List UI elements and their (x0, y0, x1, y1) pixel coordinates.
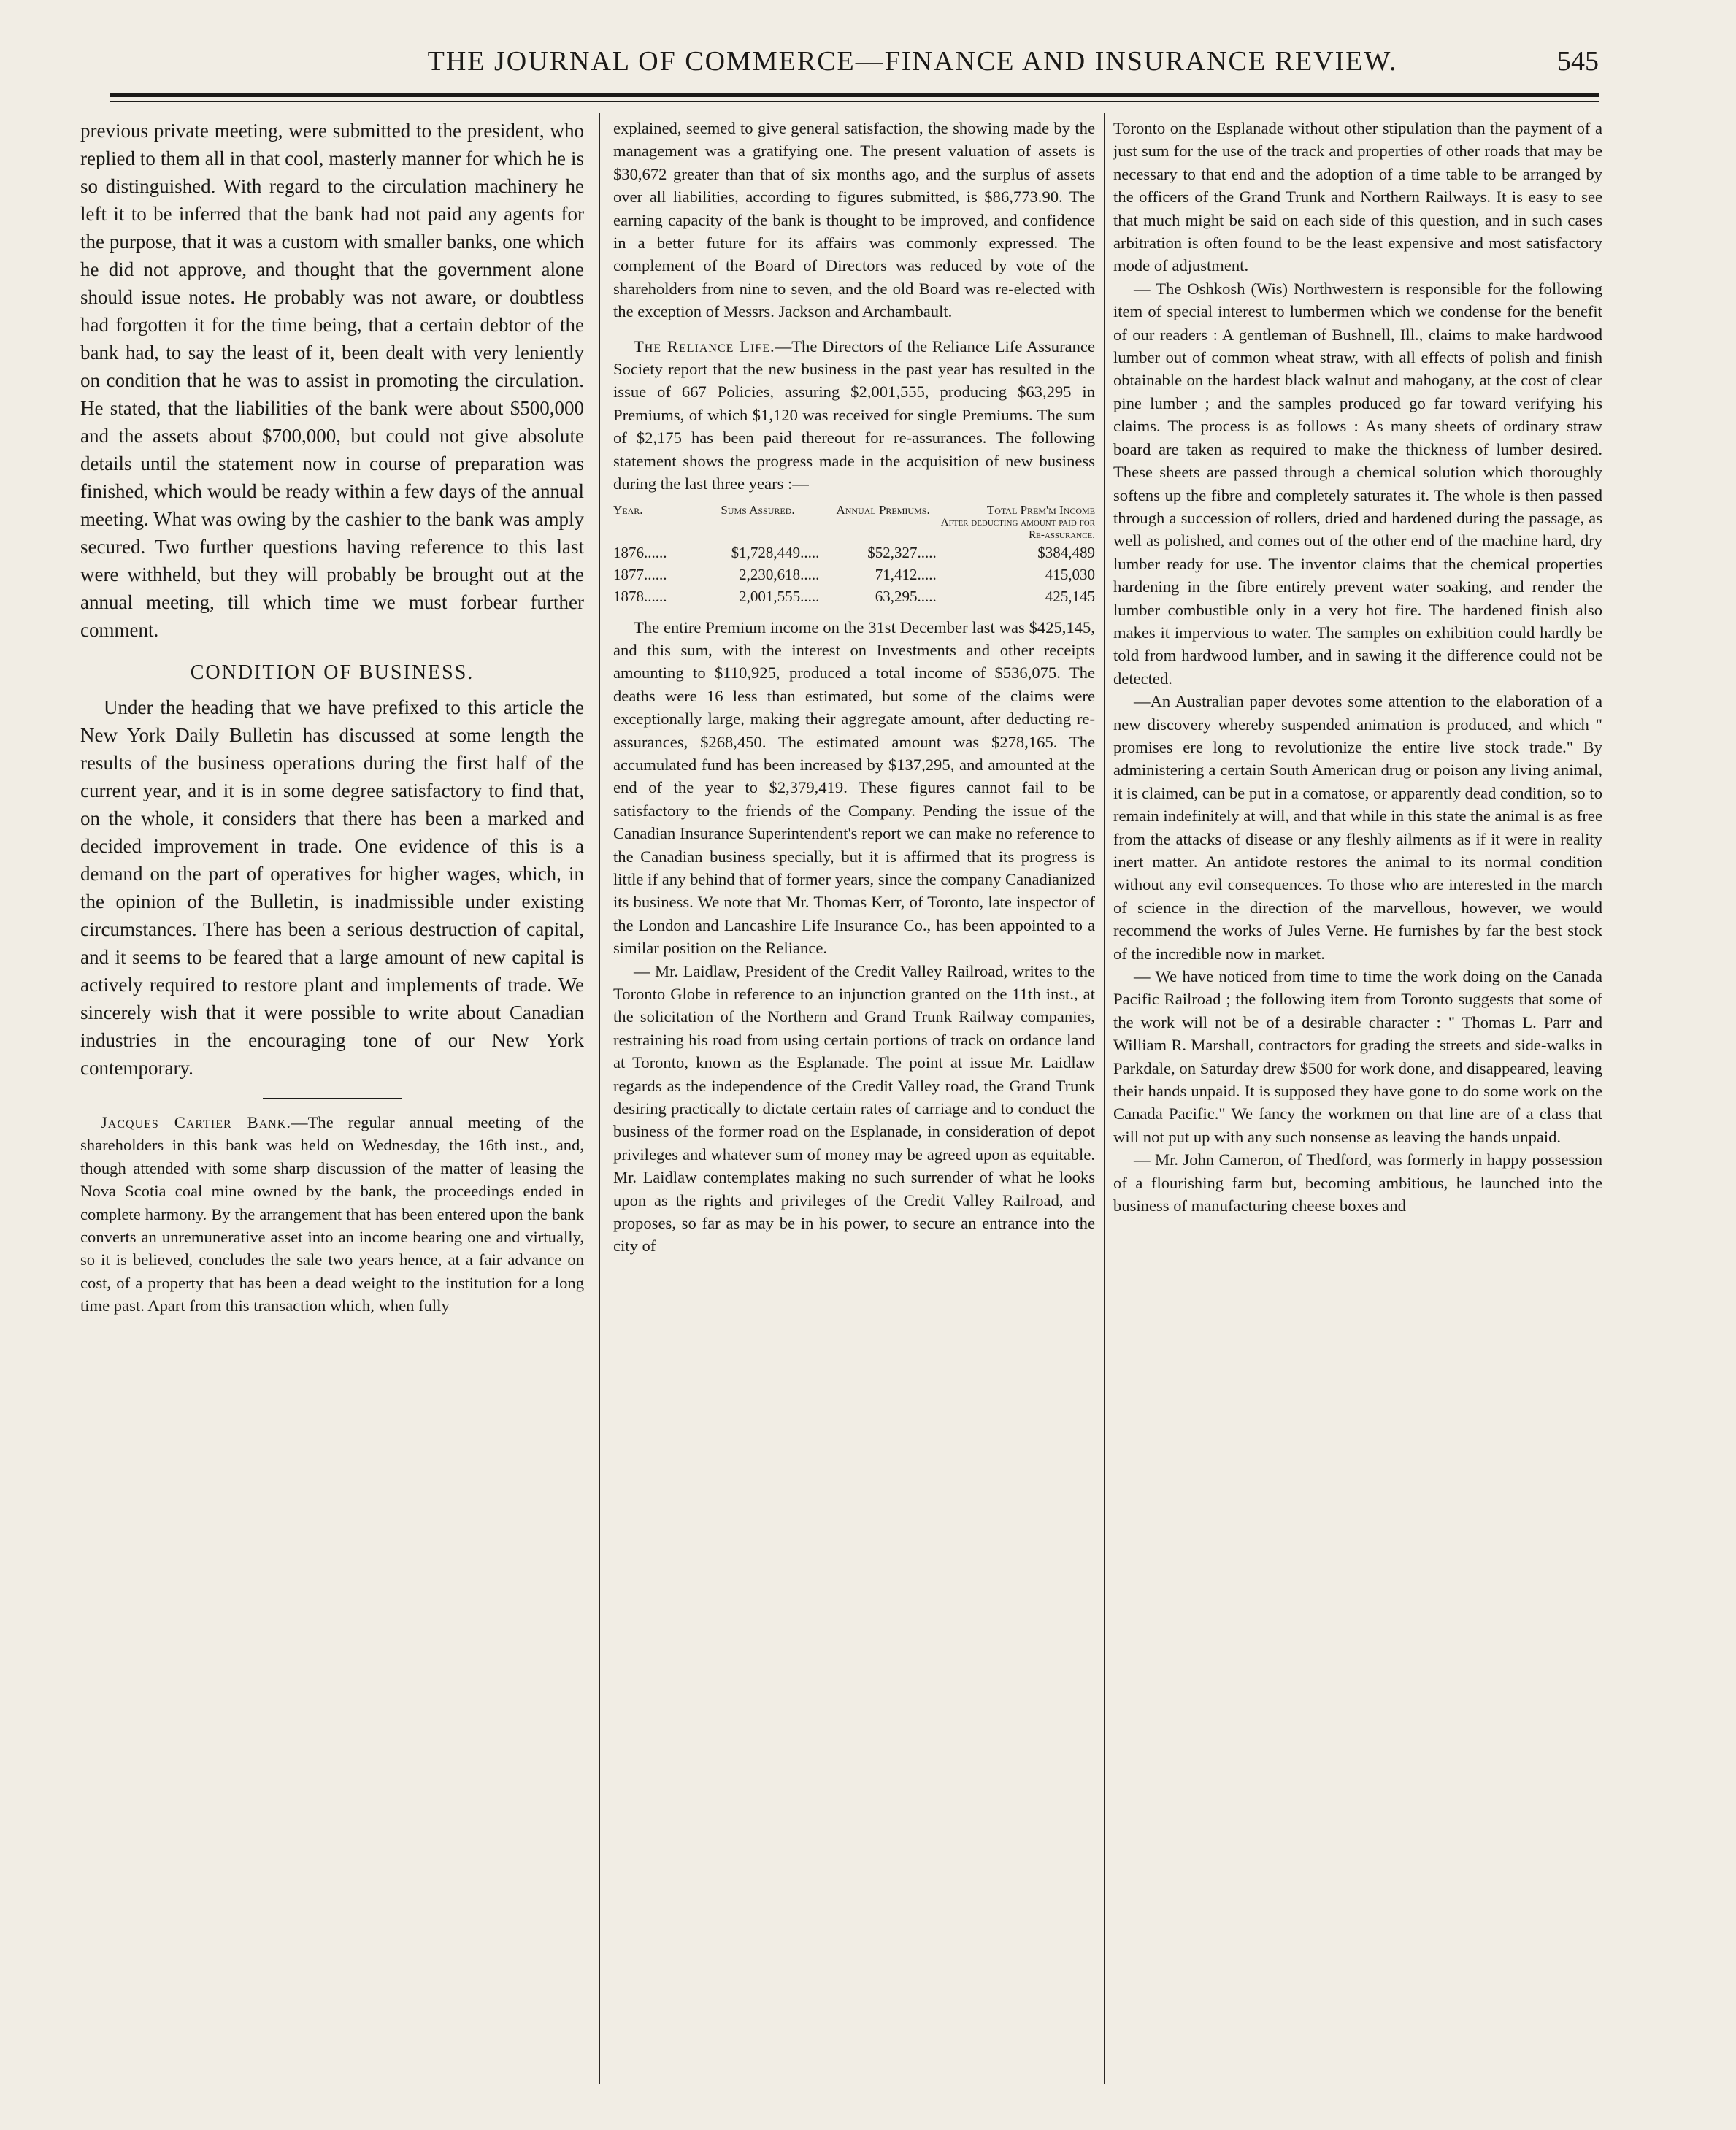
table-row (613, 542, 1095, 564)
cell-year: 1876...... (613, 543, 667, 561)
header-year: Year. (613, 502, 643, 517)
article-paragraph: The entire Premium income on the 31st December last was $425,145, and this sum, with the interest on Investments and other receipts amounting to $110,925, produced a total income of $536,075. The deaths were 16 less than estimated, but some of the claims were exceptionally large, making their aggregate amount, after deducting re-assurances, $268,450. The estimated amount was $278,165. The accumulated fund has been increased by $137,295, and amounted at the end of the year to $2,379,419. These figures cannot fail to be satisfactory to the friends of the Company. Pending the issue of the Canadian Insurance Superintendent's report we can make no reference to the Canadian business specially, but it is affirmed that its progress is little if any behind that of former years, since the company Canadianized its business. We note that Mr. Thomas Kerr, of Toronto, late inspector of the London and Lancashire Life Insurance Co., has been appointed to a similar position on the Reliance. (613, 618, 1095, 958)
article-divider (263, 1098, 402, 1099)
article-paragraph: previous private meeting, were submitted to the president, who replied to them all in that cool, masterly manner for which he is so distinguished. With regard to the circulation machinery he left it to be inferred that the bank had not paid any agents for the purpose, that it was a custom with smaller banks, one which he did not approve, and thought that the government alone should issue notes. He probably was not aware, or doubtless had forgotten it for the time being, that a certain debtor of the bank had, to say the least of it, been dealt with very leniently on condition that he was to assist in promoting the circulation. He stated, that the liabilities of the bank were about $500,000 and the assets about $700,000, but could not give absolute details until the statement now in course of preparation was finished, which would be ready within a few days of the annual meeting. What was owing by the cashier to the bank was amply secured. Two further questions having reference to this last were withheld, but they will probably be brought out at the annual meeting, till which time we must forbear further comment. (80, 120, 584, 641)
cell-sums: 2,001,555..... (739, 587, 820, 605)
section-heading: CONDITION OF BUSINESS. (190, 661, 475, 684)
table-header-row (613, 503, 1095, 542)
table-row (613, 564, 1095, 585)
cell-sums: 2,230,618..... (739, 565, 820, 583)
cell-total: 415,030 (1045, 565, 1095, 583)
header-annual-premiums: Annual Premiums. (836, 502, 930, 517)
journal-title: THE JOURNAL OF COMMERCE—FINANCE AND INSURANCE REVIEW. (427, 46, 1398, 77)
column-1 (80, 117, 584, 2088)
article-paragraph: — The Oshkosh (Wis) Northwestern is responsible for the following item of special interest to lumbermen which we condense for the benefit of our readers : A gentleman of Bushnell, Ill., claims to make hardwood lumber out of common wheat straw, with all effects of polish and finish obtainable on the hardest black walnut and mahogany, at the cost of clear pine lumber ; and the samples produced go far toward verifying his claims. The process is as follows : As many sheets of ordinary straw board are taken as required to make the thickness of lumber desired. These sheets are passed through a chemical solution which thoroughly softens up the fibre and completely saturates it. The whole is then passed through a succession of rollers, dried and hardened during the passage, as well as polished, and comes out of the other end of the machine hard, dry lumber ready for use. The inventor claims that the chemical properties hardening in the fibre entirely prevent water soaking, and render the lumber combustible only in a very hot fire. The hardened finish also makes it impervious to water. The samples on exhibition could hardly be told from hardwood lumber, and in sawing it the difference could not be detected. (1113, 279, 1602, 688)
header-total-label: Total Prem'm Income (986, 502, 1095, 517)
column-2 (613, 117, 1095, 2102)
article-paragraph: Under the heading that we have prefixed to this article the New York Daily Bulletin has discussed at some length the results of the business operations during the first half of the current year, and it is in some degree satisfactory to find that, on the whole, it considers that there has been a marked and decided improvement in trade. One evidence of this is a demand on the part of operatives for higher wages, which, in the opinion of the Bulletin, is inadmissible under existing circumstances. There has been a serious destruction of capital, and it seems to be feared that a large amount of new capital is actively required to restore plant and implements of trade. We sincerely wish that it were possible to write about Canadian industries in the encouraging tone of our New York contemporary. (80, 696, 584, 1079)
cell-premiums: 71,412..... (875, 565, 937, 583)
header-sums-assured: Sums Assured. (721, 502, 795, 517)
column-divider-1 (599, 113, 600, 2084)
insurance-progress-table (613, 503, 1095, 607)
column-divider-2 (1104, 113, 1105, 2084)
article-paragraph: —An Australian paper devotes some attention to the elaboration of a new discovery whereby suspended animation is produced, and which " promises ere long to revolutionize the entire live stock trade." By administering a certain South American drug or poison any living animal, it is claimed, can be put in a comatose, or apparently dead condition, so to remain indefinitely at will, and that while in this state the animal is as free from the attacks of disease or any fleshly ailments as if it were in reality inert matter. An antidote restores the animal to its normal condition without any evil consequences. To those who are interested in the march of science in the direction of the marvellous, however, we would recommend the works of Jules Verne. He furnishes by far the best stock of the incredible now in market. (1113, 692, 1602, 963)
article-paragraph (613, 335, 1095, 496)
header-total-income (941, 503, 1095, 542)
header-rule-thick (110, 93, 1599, 97)
cell-total: 425,145 (1045, 587, 1095, 605)
page-number: 545 (1557, 46, 1599, 77)
cell-premiums: $52,327..... (867, 543, 937, 561)
cell-year: 1878...... (613, 587, 667, 605)
article-paragraph (80, 1111, 584, 1318)
article-paragraph: explained, seemed to give general satisfaction, the showing made by the management was a gratifying one. The present valuation of assets is $30,672 greater than that of six months ago, and the surplus of assets over all liabilities, according to figures submitted, is $86,773.90. The earning capacity of the bank is thought to be improved, and confidence in a better future for its affairs was commonly expressed. The complement of the Board of Directors was reduced by vote of the shareholders from nine to seven, and the old Board was re-elected with the exception of Messrs. Jackson and Archambault. (613, 119, 1095, 321)
paragraph-body: —The Directors of the Reliance Life Assurance Society report that the new business in the past year has resulted in the issue of 667 Policies, assuring $2,001,555, producing $63,295 in Premiums, of which $1,120 was received for single Premiums. The sum of $2,175 has been paid thereout for re-assurances. The following statement shows the progress made in the acquisition of new business during the last three years :— (613, 337, 1095, 493)
cell-total: $384,489 (1037, 543, 1095, 561)
header-rule-thin (110, 101, 1599, 102)
paragraph-body: —The regular annual meeting of the shareholders in this bank was held on Wednesday, the 16th inst., and, though attended with some sharp discussion of the matter of leasing the Nova Scotia coal mine owned by the bank, the proceedings ended in complete harmony. By the arrangement that has been entered upon the bank converts an unremunerative asset into an income bearing one and virtually, so it is believed, concludes the sale two years hence, at a fair advance on cost, of a property that has been a dead weight to the institution for a long time past. Apart from this transaction which, when fully (80, 1113, 584, 1315)
article-paragraph: Toronto on the Esplanade without other stipulation than the payment of a just sum for the use of the track and properties of other roads that may be necessary to that end and the adoption of a time table to be arranged by the officers of the Grand Trunk and Northern Railways. It is easy to see that much might be said on each side of this question, and in such cases arbitration is often found to be the least expensive and most satisfactory mode of adjustment. (1113, 119, 1602, 275)
header-total-note: After deducting amount paid for Re-assurance. (940, 516, 1095, 541)
paragraph-lead: The Reliance Life. (634, 337, 775, 355)
column-3 (1113, 117, 1602, 2102)
cell-premiums: 63,295..... (875, 587, 937, 605)
article-paragraph: — We have noticed from time to time the work doing on the Canada Pacific Railroad ; the following item from Toronto suggests that some of the work will not be of a desirable character : " Thomas L. Parr and William R. Marshall, contractors for grading the streets and side-walks in Parkdale, on Saturday drew $500 for work done, and disappeared, leaving their hands unpaid. It is supposed they have gone to do some work on the Canada Pacific." We fancy the workmen on that line are of a class that will not put up with any such nonsense as leaving the hands unpaid. (1113, 967, 1602, 1146)
cell-year: 1877...... (613, 565, 667, 583)
article-paragraph: — Mr. Laidlaw, President of the Credit Valley Railroad, writes to the Toronto Globe in reference to an injunction granted on the 11th inst., at the solicitation of the Northern and Grand Trunk Railway companies, restraining his road from using certain portions of track on ordance land at Toronto, known as the Esplanade. The point at issue Mr. Laidlaw regards as the independence of the Credit Valley road, the Grand Trunk desiring practically to dictate certain rates of carriage and to conduct the business of the former road on the Esplanade, in consideration of depot privileges and whatever sum of money may be agreed upon as equitable. Mr. Laidlaw contemplates making no such surrender of what he looks upon as the rights and privileges of the Credit Valley Railroad, and proposes, so far as may be in his power, to secure an entrance into the city of (613, 961, 1095, 1256)
paragraph-lead: Jacques Cartier Bank. (101, 1113, 292, 1131)
table-row (613, 585, 1095, 607)
page-header (110, 45, 1599, 96)
article-paragraph: — Mr. John Cameron, of Thedford, was formerly in happy possession of a flourishing farm but, becoming ambitious, he launched into the business of manufacturing cheese boxes and (1113, 1150, 1602, 1215)
cell-sums: $1,728,449..... (731, 543, 820, 561)
